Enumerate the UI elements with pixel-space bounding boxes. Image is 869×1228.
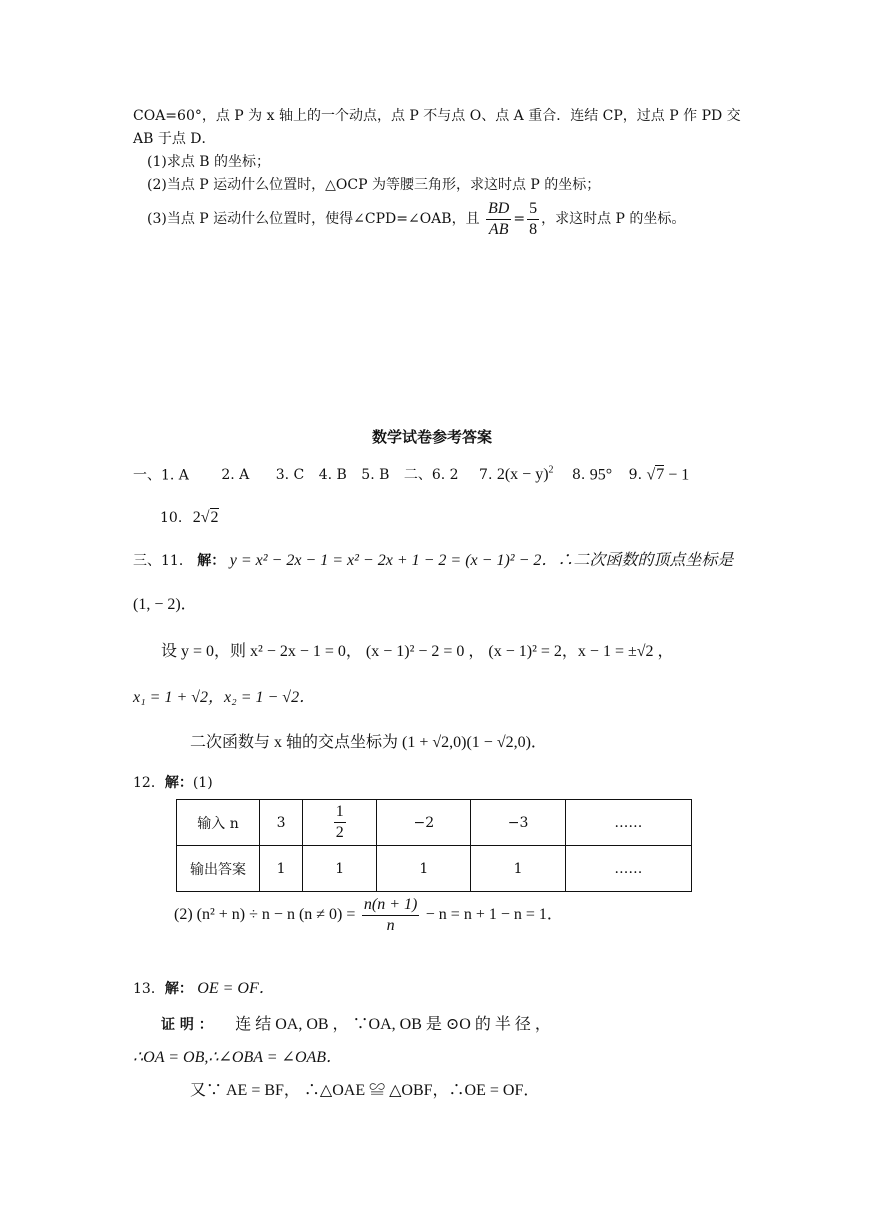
answer-7-expr: 2(x − y) [496, 466, 549, 484]
problem-line-2: AB 于点 D． [133, 131, 216, 147]
table-cell: 1 [377, 846, 471, 892]
question-1: (1)求点 B 的坐标； [147, 154, 271, 170]
input-output-table [176, 799, 692, 892]
q13-proof-line-2: ∴OA = OB,∴∠OBA = ∠OAB． [133, 1049, 343, 1066]
answer-10-line [160, 505, 219, 531]
table-cell: 输出答案 [177, 846, 260, 892]
ratio-denominator: AB [488, 220, 509, 238]
problem-line-1: COA=60°，点 P 为 x 轴上的一个动点，点 P 不与点 O、点 A 重合．连结 CP，过点 P 作 PD 交 [133, 108, 741, 124]
table-cell: 1 [260, 846, 303, 892]
answer-10-radicand: 2 [210, 509, 219, 526]
q13-label: 13． [133, 981, 165, 997]
question-3 [147, 197, 685, 241]
q12-label: 12． [133, 775, 165, 791]
q11-vertex: (1, − 2)． [133, 596, 197, 613]
q13-claim: OE = OF． [197, 980, 275, 997]
answer-7-label: 7. [479, 467, 493, 484]
q11-solve: 解： [197, 553, 226, 569]
table-cell: 3 [260, 800, 303, 846]
q13-solve: 解： [164, 981, 193, 997]
q13-proof-line-1 [161, 1013, 551, 1037]
equals-sign: = [513, 211, 526, 227]
question-3-suffix: ，求这时点 P 的坐标。 [541, 211, 686, 227]
q13-proof-label: 证 明 ： [161, 1017, 213, 1033]
answer-8: 95° [589, 466, 613, 484]
q11-label: 三、11． [133, 553, 193, 569]
ratio-numerator: BD [486, 199, 511, 220]
answer-5: 5. B [361, 467, 390, 484]
table-cell: −2 [377, 800, 471, 846]
answer-3: 3. C [275, 467, 305, 484]
ratio-bd-ab [486, 199, 511, 240]
q12-numerator: n(n + 1) [362, 895, 419, 916]
q12-part-2-prefix: (2) (n² + n) ÷ n − n (n ≠ 0) = [174, 906, 356, 923]
answer-1: 一、1. A [133, 467, 189, 484]
answer-10: 2√2 [192, 509, 219, 526]
q12-denominator: n [386, 916, 395, 934]
q13-line-1 [133, 977, 275, 1001]
table-cell: −3 [471, 800, 565, 846]
table-row [177, 846, 692, 892]
table-cell: …… [565, 800, 691, 846]
ratio-value-denominator: 8 [529, 220, 538, 238]
q12-part-2 [174, 893, 563, 937]
table-cell: 1 [303, 846, 377, 892]
q12-fraction [362, 895, 419, 936]
q13-proof-1: 连 结 OA, OB ， ∵OA, OB 是 ⊙O 的 半 径 ， [235, 1016, 551, 1033]
answers-row-1 [133, 458, 689, 488]
table-cell-half [303, 800, 377, 846]
q12-part-1: (1) [192, 775, 213, 791]
answer-9: √7 − 1 [646, 466, 690, 484]
answer-7-exponent: 2 [548, 465, 554, 476]
answer-9-radicand: 7 [656, 466, 665, 484]
q11-line-1 [133, 549, 733, 573]
answer-2: 2. A [221, 467, 250, 484]
q12-line-1 [133, 773, 213, 793]
table-cell: …… [565, 846, 691, 892]
answer-8-label: 8. [571, 467, 586, 484]
q11-roots: x₁ = 1 + √2，x₂ = 1 − √2． [133, 689, 316, 706]
q13-proof-line-3: 又∵ AE = BF， ∴△OAE ≌ △OBF，∴OE = OF． [190, 1082, 540, 1099]
answer-10-coef: 2 [192, 509, 201, 526]
ratio-value [527, 199, 539, 240]
q11-expression: y = x² − 2x − 1 = x² − 2x + 1 − 2 = (x − 1)² − 2．∴二次函数的顶点坐标是 [229, 552, 734, 569]
q12-part-2-suffix: − n = n + 1 − n = 1． [425, 906, 563, 923]
half-fraction [334, 802, 346, 843]
question-2: (2)当点 P 运动什么位置时，△OCP 为等腰三角形，求这时点 P 的坐标； [147, 177, 601, 193]
answer-7 [497, 466, 554, 483]
q12-solve: 解： [164, 775, 193, 791]
q11-intersections: 二次函数与 x 轴的交点坐标为 (1 + √2,0)(1 − √2,0)． [190, 734, 547, 751]
half-numerator: 1 [334, 802, 346, 823]
half-denominator: 2 [335, 824, 344, 841]
answer-9-label: 9. [628, 467, 643, 484]
table-row [177, 800, 692, 846]
answers-title: 数学试卷参考答案 [372, 428, 493, 446]
ratio-value-numerator: 5 [527, 199, 539, 220]
table-cell: 1 [471, 846, 565, 892]
answer-9-tail: − 1 [664, 466, 690, 484]
answer-6: 二、6. 2 [403, 467, 459, 484]
table-cell: 输入 n [177, 800, 260, 846]
answer-10-label: 10. [160, 510, 183, 526]
q11-set-line: 设 y = 0，则 x² − 2x − 1 = 0， (x − 1)² − 2 = 0 ， (x − 1)² = 2，x − 1 = ±√2 ， [161, 643, 674, 660]
answer-4: 4. B [318, 467, 347, 484]
question-3-prefix: (3)当点 P 运动什么位置时，使得∠CPD=∠OAB，且 [147, 211, 480, 227]
